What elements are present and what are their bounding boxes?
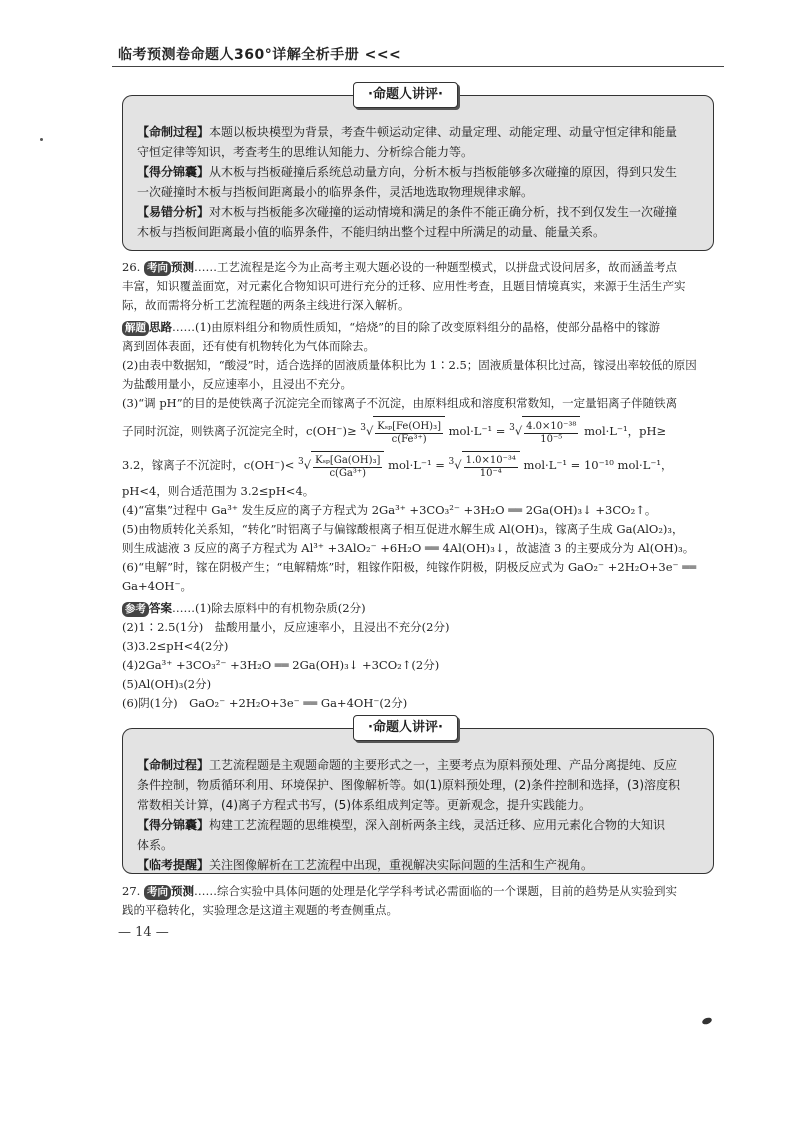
commentary-title: ·命题人讲评· (353, 82, 458, 108)
ga-eq: mol·L⁻¹ = (388, 458, 445, 473)
q27-line-2: 践的平稳转化，实验理念是这道主观题的考查侧重点。 (122, 903, 398, 917)
ga-text: 3.2，镓离子不沉淀时，c(OH⁻)< (122, 458, 295, 473)
answer-line: (3)3.2≤pH<4(2分) (122, 638, 229, 653)
think-line-fe: 子同时沉淀，则铁离子沉淀完全时，c(OH⁻)≥ $^3$√ $\frac{\text{Kₛₚ[Fe(OH)₃]}}{\text{c(Fe³⁺)}}$ mol·L⁻¹ = $^3$√ $\frac{\text{4.0×10⁻³⁸}}{\text{10⁻⁵}}$ mol·L⁻¹，pH≥ (122, 413, 722, 447)
q27-text: ……综合实验中具体问题的处理是化学学科考试必需面临的一个课题，目前的趋势是从实验到实 (193, 884, 677, 898)
commentary-line (137, 775, 703, 795)
commentary-line (137, 222, 703, 242)
commentary-line (137, 162, 703, 182)
fe-sqrt-2 (522, 416, 580, 447)
think-line: (2)由表中数据知，“酸浸”时，适合选择的固液质量体积比为 1∶2.5；固液质量体积比过高，镓浸出率较低的原因 (122, 358, 697, 372)
think-line: (6)“电解”时，镓在阴极产生；“电解精炼”时，粗镓作阳极，纯镓作阴极，阴极反应式为 GaO₂⁻ +2H₂O+3e⁻ ══ (122, 559, 697, 574)
commentary-tag: 【得分锦囊】 (137, 165, 210, 179)
commentary-line (137, 795, 703, 815)
answer-label: 答案 (149, 600, 172, 615)
fe-den2: 10⁻⁵ (540, 433, 563, 445)
think-line: (3)“调 pH”的目的是使铁离子沉淀完全而镓离子不沉淀，由原料组成和溶度积常数知，一定量铝离子伴随铁离 (122, 396, 678, 410)
q26-label: 预测 (170, 260, 194, 274)
q27-line (122, 882, 722, 901)
fe-sqrt (373, 416, 445, 447)
q26-intro (122, 258, 722, 277)
fe-tail: mol·L⁻¹，pH≥ (584, 423, 667, 438)
commentary-lines (137, 755, 703, 875)
think-label: 思路 (149, 320, 172, 334)
commentary-lines (137, 122, 703, 242)
header-rule (112, 66, 724, 67)
commentary-tag: 【命制过程】 (137, 125, 210, 139)
answer-line: (6)阴(1分) GaO₂⁻ +2H₂O+3e⁻ ══ Ga+4OH⁻(2分) (122, 695, 408, 710)
commentary-line (137, 122, 703, 142)
commentary-text: 从木板与挡板碰撞后系统总动量方向，分析木板与挡板能够多次碰撞的原因，得到只发生 (209, 165, 678, 179)
q27-tag: 考向 (144, 885, 171, 900)
commentary-tag: 【命制过程】 (137, 758, 210, 772)
answer-line: (5)Al(OH)₃(2分) (122, 676, 212, 691)
commentary-tag: 【易错分析】 (137, 205, 210, 219)
answer-tag: 参考 (122, 602, 149, 617)
think-line: Ga+4OH⁻。 (122, 578, 193, 593)
think-line: pH<4，则合适范围为 3.2≤pH<4。 (122, 483, 315, 498)
commentary-line (137, 835, 703, 855)
page-number: — 14 — (118, 925, 169, 940)
think-tag: 解题 (122, 321, 149, 336)
fe-eq: mol·L⁻¹ = (448, 423, 506, 438)
q26-tag: 考向 (144, 261, 171, 276)
ga-tail: mol·L⁻¹ = 10⁻¹⁰ mol·L⁻¹， (523, 458, 673, 473)
commentary-line (137, 182, 703, 202)
q26-intro-3: 际，故而需将分析工艺流程题的两条主线进行深入解析。 (122, 298, 410, 312)
think-line-ga: 3.2，镓离子不沉淀时，c(OH⁻)< $^3$√ $\frac{\text{Kₛₚ[Ga(OH)₃]}}{\text{c(Ga³⁺)}}$ mol·L⁻¹ = $^3$√ $\frac{\text{1.0×10⁻³⁴}}{\text{10⁻⁴}}$ mol·L⁻¹ = 10⁻¹⁰ mol·L⁻¹， (122, 447, 722, 481)
q26-section (122, 258, 722, 713)
commentary-line (137, 855, 703, 875)
commentary-text: 构建工艺流程题的思维模型，深入剖析两条主线，灵活迁移、应用元素化合物的大知识 (209, 818, 666, 832)
q27-label: 预测 (170, 884, 194, 898)
q26-intro-2: 丰富，知识覆盖面宽，对元素化合物知识可进行充分的迁移、应用性考查，且题目情境真实，来源于生活生产实 (122, 279, 686, 293)
commentary-text: 体系。 (137, 838, 174, 852)
commentary-text: 守恒定律等知识，考查考生的思维认知能力、分析综合能力等。 (137, 145, 474, 159)
ga-num: Kₛₚ[Ga(OH)₃] (315, 455, 381, 467)
scan-speck (40, 138, 43, 141)
think-line: ……(1)由原料组分和物质性质知，“焙烧”的目的除了改变原料组分的晶格，使部分晶格中的镓游 (172, 320, 661, 334)
fe-den: c(Fe³⁺) (391, 433, 427, 445)
ga-sqrt-2 (462, 451, 520, 482)
commentary-text: 木板与挡板间距离最小值的临界条件，不能归纳出整个过程中所满足的动量、能量关系。 (137, 225, 606, 239)
commentary-text: 一次碰撞时木板与挡板间距离最小的临界条件，灵活地选取物理规律求解。 (137, 185, 534, 199)
commentary-text: 本题以板块模型为背景，考查牛顿运动定律、动量定理、动能定理、动量守恒定律和能量 (209, 125, 678, 139)
commentary-tag: 【得分锦囊】 (137, 818, 210, 832)
think-line: (5)由物质转化关系知，“转化”时铝离子与偏镓酸根离子相互促进水解生成 Al(OH)₃，镓离子生成 Ga(AlO₂)₃， (122, 521, 684, 536)
answer-line: (2)1∶2.5(1分) 盐酸用量小，反应速率小，且浸出不充分(2分) (122, 619, 450, 634)
commentary-box-2 (122, 720, 714, 874)
ga-den: c(Ga³⁺) (329, 468, 367, 480)
think-line: 离到固体表面，还有使有机物转化为气体而除去。 (122, 339, 375, 353)
commentary-box-1 (122, 87, 714, 251)
fe-num: Kₛₚ[Fe(OH)₃] (377, 420, 441, 432)
answer-line: (4)2Ga³⁺ +3CO₃²⁻ +3H₂O ══ 2Ga(OH)₃↓ +3CO₂↑(2分) (122, 657, 440, 672)
think-line: 为盐酸用量小，反应速率小，且浸出不充分。 (122, 377, 352, 391)
fe-num2: 4.0×10⁻³⁸ (526, 420, 577, 432)
commentary-line (137, 202, 703, 222)
answer-text: ……(1)除去原料中的有机物杂质(2分) (172, 600, 366, 615)
commentary-line (137, 755, 703, 775)
answer-line (122, 599, 722, 618)
running-header: 临考预测卷命题人360°详解全析手册 <<< (118, 47, 402, 63)
think-line: 则生成滤液 3 反应的离子方程式为 Al³⁺ +3AlO₂⁻ +6H₂O ══ 4Al(OH)₃↓，故滤渣 3 的主要成分为 Al(OH)₃。 (122, 540, 695, 555)
commentary-tag: 【临考提醒】 (137, 858, 210, 872)
q26-think-1 (122, 318, 722, 337)
q26-number: 26. (122, 260, 141, 274)
q26-intro-text: ……工艺流程是迄今为止高考主观大题必设的一种题型模式，以拼盘式设问居多，故而涵盖考点 (193, 260, 677, 274)
commentary-title: ·命题人讲评· (353, 715, 458, 741)
q27-section (122, 882, 722, 920)
commentary-text: 关注图像解析在工艺流程中出现，重视解决实际问题的生活和生产视角。 (209, 858, 594, 872)
think-line: (4)“富集”过程中 Ga³⁺ 发生反应的离子方程式为 2Ga³⁺ +3CO₃²⁻ +3H₂O ══ 2Ga(OH)₃↓ +3CO₂↑。 (122, 502, 657, 517)
scan-mark (701, 1016, 712, 1025)
commentary-text: 常数相关计算，(4)离子方程式书写，(5)体系组成判定等。更新观念，提升实践能力。 (137, 798, 591, 812)
commentary-text: 工艺流程题是主观题命题的主要形式之一，主要考点为原料预处理、产品分离提纯、反应 (209, 758, 678, 772)
fe-text: 子同时沉淀，则铁离子沉淀完全时，c(OH⁻)≥ (122, 423, 357, 438)
commentary-text: 条件控制，物质循环利用、环境保护、图像解析等。如(1)原料预处理，(2)条件控制和选择，(3)溶度积 (137, 778, 680, 792)
ga-sqrt (311, 451, 384, 482)
commentary-line (137, 815, 703, 835)
ga-num2: 1.0×10⁻³⁴ (465, 455, 516, 467)
ga-den2: 10⁻⁴ (479, 468, 502, 480)
q27-number: 27. (122, 884, 141, 898)
commentary-text: 对木板与挡板能多次碰撞的运动情境和满足的条件不能正确分析，找不到仅发生一次碰撞 (209, 205, 678, 219)
commentary-line (137, 142, 703, 162)
